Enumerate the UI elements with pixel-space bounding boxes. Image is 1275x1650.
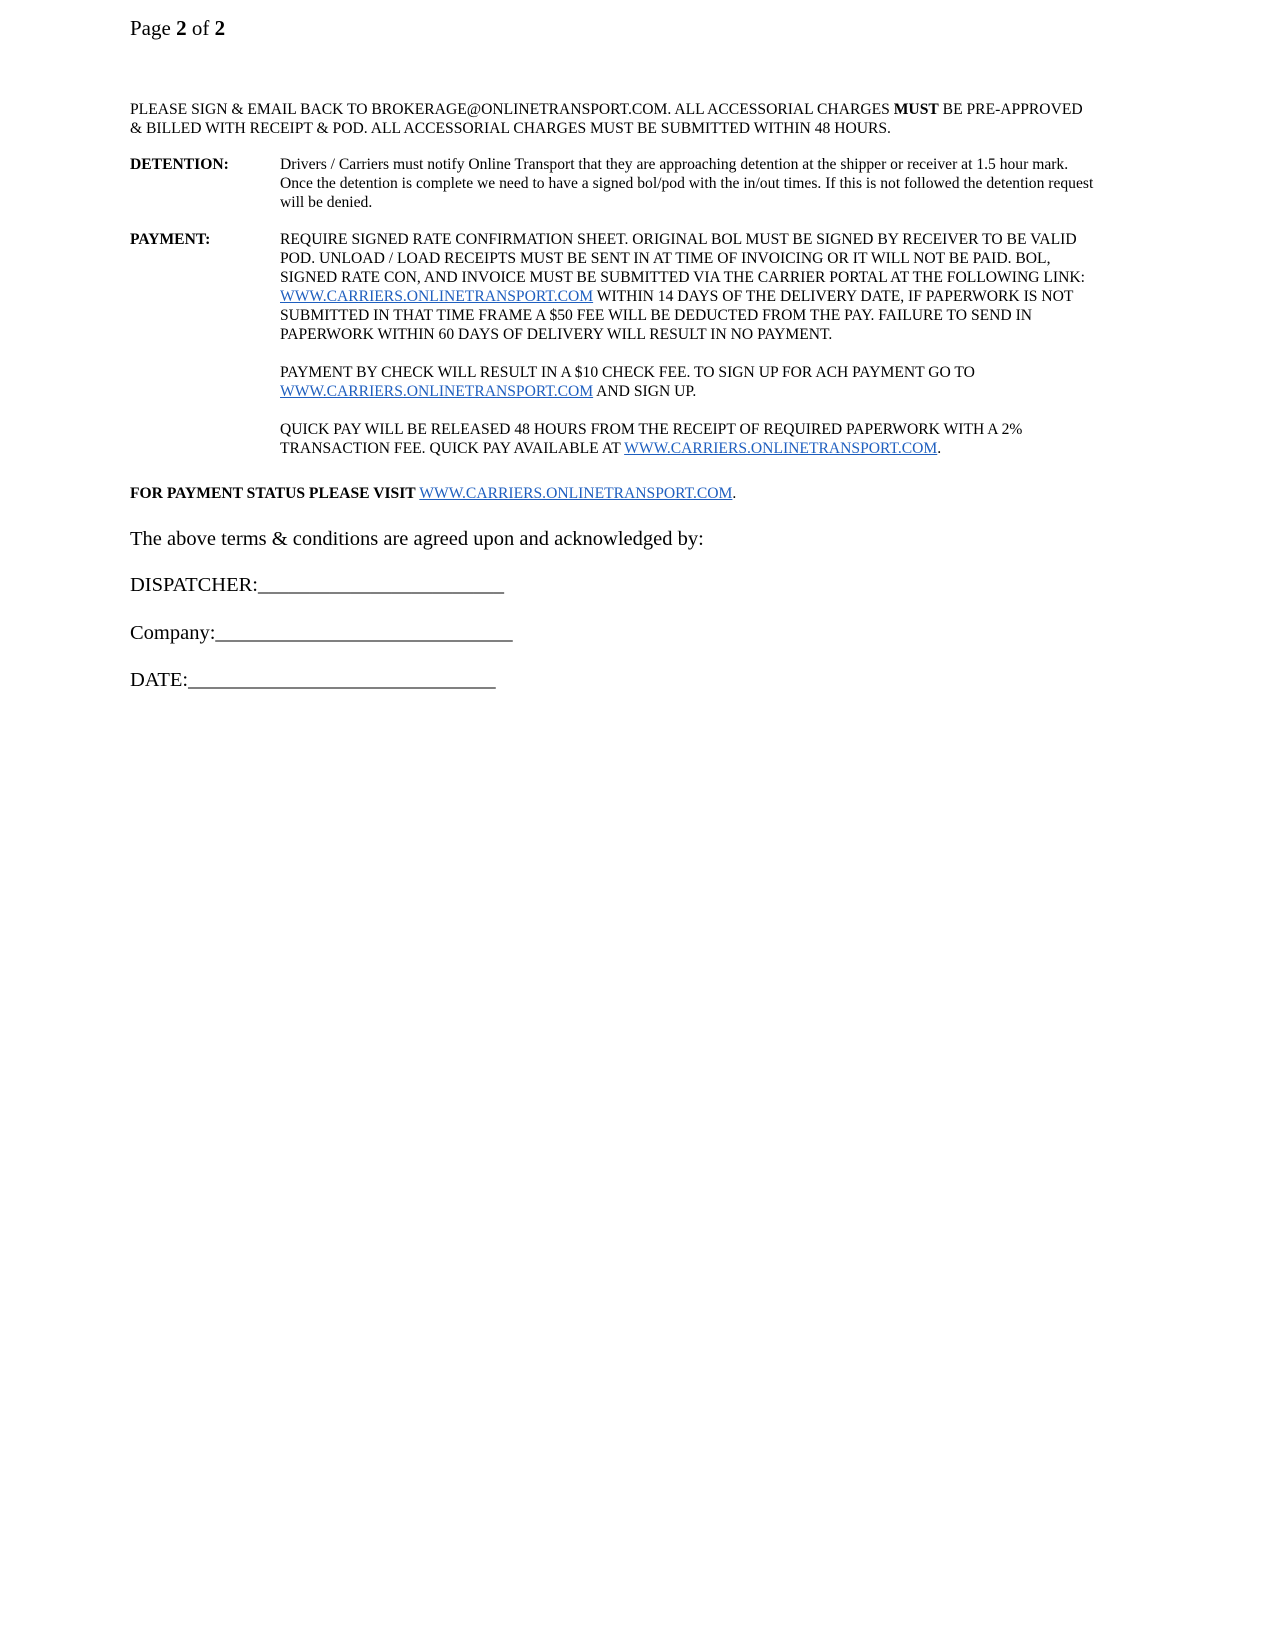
- notice-line-1-end: BE PRE-APPROVED: [938, 101, 1083, 118]
- payment-body: [280, 230, 1170, 458]
- detention-label: DETENTION:: [130, 156, 229, 173]
- carrier-portal-link[interactable]: WWW.CARRIERS.ONLINETRANSPORT.COM: [280, 288, 594, 305]
- quick-pay-period: .: [937, 440, 942, 457]
- notice-line-2: & BILLED WITH RECEIPT & POD. ALL ACCESSORIAL CHARGES MUST BE SUBMITTED WITHIN 48 HOURS.: [130, 120, 891, 137]
- page-word: Page: [130, 16, 171, 40]
- payment-section: [130, 230, 1170, 460]
- payment-status-label: FOR PAYMENT STATUS PLEASE VISIT: [130, 485, 420, 502]
- acknowledgement-text: The above terms & conditions are agreed upon and acknowledged by:: [130, 528, 704, 550]
- notice-emphasis-must: MUST: [893, 101, 939, 118]
- page-current: 2: [176, 16, 187, 40]
- payment-line: REQUIRE SIGNED RATE CONFIRMATION SHEET. ORIGINAL BOL MUST BE SIGNED BY RECEIVER TO BE VALID: [280, 231, 1077, 248]
- notice-line-1-start: PLEASE SIGN & EMAIL BACK TO BROKERAGE@ONLINETRANSPORT.COM. ALL ACCESSORIAL CHARGES: [130, 101, 894, 118]
- detention-line: will be denied.: [280, 194, 373, 211]
- quick-pay-link[interactable]: WWW.CARRIERS.ONLINETRANSPORT.COM: [624, 440, 938, 457]
- notice-line-1: [130, 100, 1160, 119]
- payment-check-text: AND SIGN UP.: [593, 383, 697, 400]
- company-signature-field[interactable]: Company:_____________________________: [130, 622, 513, 644]
- of-word: of: [191, 16, 210, 40]
- dispatcher-signature-field[interactable]: DISPATCHER:________________________: [130, 574, 504, 596]
- detention-section: [130, 155, 1170, 215]
- payment-line: [280, 287, 1170, 306]
- detention-body: [280, 155, 1170, 212]
- quick-pay-line: [280, 439, 1170, 458]
- page-total: 2: [214, 16, 226, 40]
- paragraph-gap: [280, 344, 1170, 363]
- payment-status-period: .: [732, 485, 737, 502]
- payment-line: PAPERWORK WITHIN 60 DAYS OF DELIVERY WILL RESULT IN NO PAYMENT.: [280, 326, 833, 343]
- payment-check-line: PAYMENT BY CHECK WILL RESULT IN A $10 CHECK FEE. TO SIGN UP FOR ACH PAYMENT GO TO: [280, 364, 975, 381]
- payment-status-link[interactable]: WWW.CARRIERS.ONLINETRANSPORT.COM: [419, 485, 733, 502]
- paragraph-gap: [280, 401, 1170, 420]
- quick-pay-text: TRANSACTION FEE. QUICK PAY AVAILABLE AT: [280, 440, 625, 457]
- payment-status-line: [130, 484, 736, 503]
- sign-email-notice: [130, 100, 1160, 138]
- date-signature-field[interactable]: DATE:______________________________: [130, 669, 496, 691]
- quick-pay-line: QUICK PAY WILL BE RELEASED 48 HOURS FROM THE RECEIPT OF REQUIRED PAPERWORK WITH A 2%: [280, 421, 1023, 438]
- detention-line: Once the detention is complete we need to have a signed bol/pod with the in/out times. If this is not followed the detention request: [280, 175, 1094, 192]
- payment-check-line: [280, 382, 1170, 401]
- page-number: [130, 15, 225, 41]
- payment-line: SUBMITTED IN THAT TIME FRAME A $50 FEE WILL BE DEDUCTED FROM THE PAY. FAILURE TO SEND IN: [280, 307, 1033, 324]
- payment-line: POD. UNLOAD / LOAD RECEIPTS MUST BE SENT IN AT TIME OF INVOICING OR IT WILL NOT BE PAID. BOL,: [280, 250, 1051, 267]
- payment-label: PAYMENT:: [130, 231, 211, 248]
- payment-line-text: WITHIN 14 DAYS OF THE DELIVERY DATE, IF PAPERWORK IS NOT: [593, 288, 1074, 305]
- detention-line: Drivers / Carriers must notify Online Transport that they are approaching detention at the shipper or receiver at 1.5 hour mark.: [280, 156, 1069, 173]
- ach-signup-link[interactable]: WWW.CARRIERS.ONLINETRANSPORT.COM: [280, 383, 594, 400]
- payment-line: SIGNED RATE CON, AND INVOICE MUST BE SUBMITTED VIA THE CARRIER PORTAL AT THE FOLLOWING LINK:: [280, 269, 1085, 286]
